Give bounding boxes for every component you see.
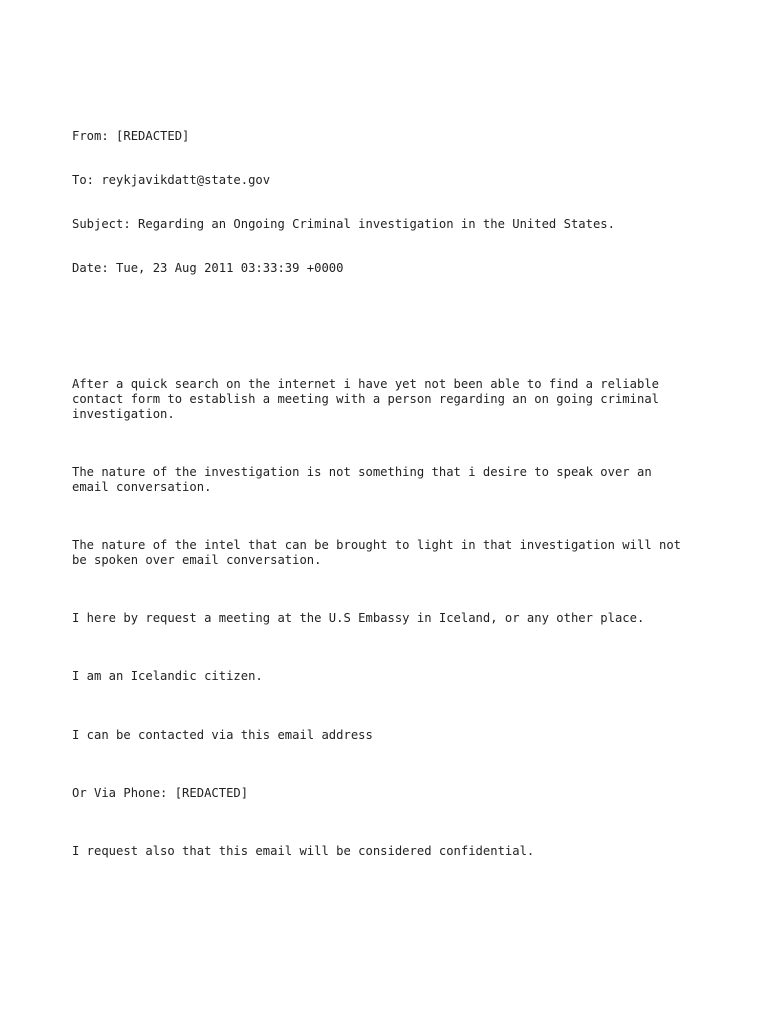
body-paragraph: The nature of the investigation is not something that i desire to speak over an email conversation. bbox=[72, 465, 652, 494]
from-line: From: [REDACTED] bbox=[72, 129, 190, 144]
body-paragraph: The nature of the intel that can be brought to light in that investigation will not be spoken over email conversation. bbox=[72, 538, 682, 567]
body-paragraph: After a quick search on the internet i have yet not been able to find a reliable contact form to establish a meeting with a person regarding an on going criminal investigation. bbox=[72, 377, 659, 421]
email-body bbox=[72, 348, 732, 903]
body-paragraph: I here by request a meeting at the U.S Embassy in Iceland, or any other place. bbox=[72, 610, 645, 625]
body-paragraph: I can be contacted via this email address bbox=[72, 727, 373, 742]
to-line: To: reykjavikdatt@state.gov bbox=[72, 173, 271, 188]
subject-line: Subject: Regarding an Ongoing Criminal investigation in the United States. bbox=[72, 216, 615, 231]
body-paragraph: I request also that this email will be considered confidential. bbox=[72, 844, 535, 859]
body-paragraph: I am an Icelandic citizen. bbox=[72, 669, 263, 684]
body-paragraph: Or Via Phone: [REDACTED] bbox=[72, 786, 249, 801]
date-line: Date: Tue, 23 Aug 2011 03:33:39 +0000 bbox=[72, 260, 344, 275]
email-headers bbox=[72, 100, 732, 304]
email-document bbox=[72, 71, 732, 917]
